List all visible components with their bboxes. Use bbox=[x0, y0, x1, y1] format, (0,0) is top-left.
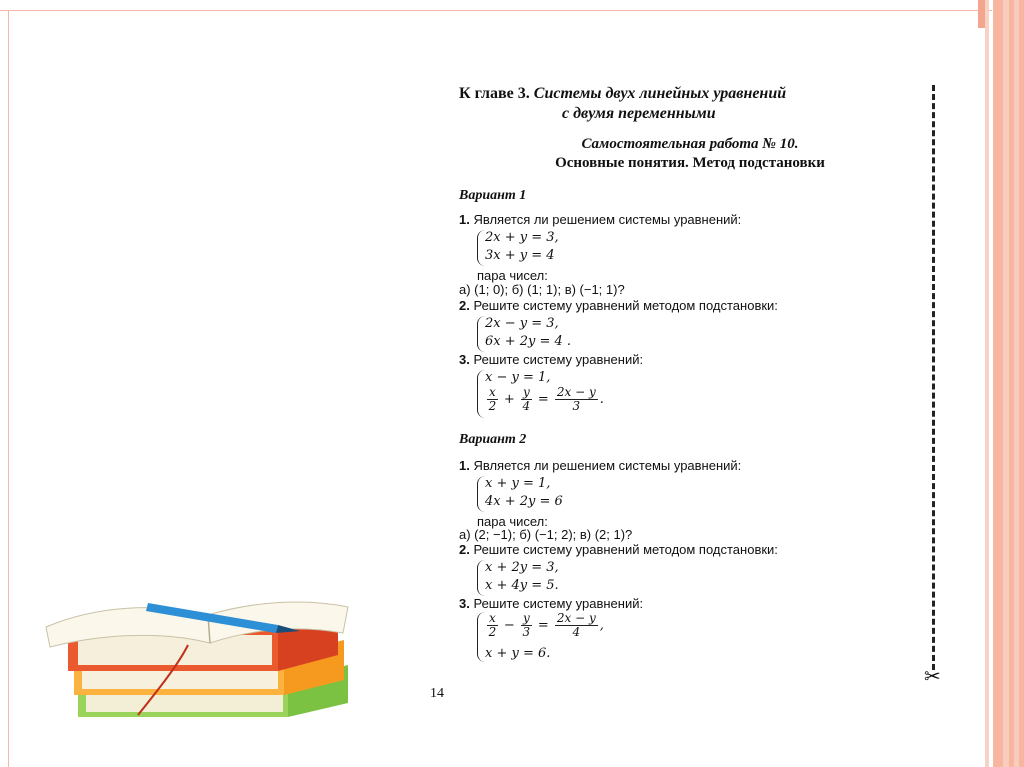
side-stripe bbox=[1003, 0, 1009, 767]
task-number: 3. bbox=[459, 596, 470, 611]
chapter-heading bbox=[459, 84, 909, 124]
equation: x + 2y = 3, bbox=[485, 560, 559, 575]
task-number: 3. bbox=[459, 352, 470, 367]
equation: x + y = 6. bbox=[485, 646, 551, 661]
equation: x + 4y = 5. bbox=[485, 578, 559, 593]
equation: 6x + 2y = 4 . bbox=[485, 334, 572, 349]
v2-task2 bbox=[459, 542, 778, 557]
v1-task1 bbox=[459, 212, 741, 227]
numerator: 2x − y bbox=[556, 611, 596, 625]
numerator: y bbox=[522, 385, 530, 399]
pairs-label: пара чисел: bbox=[477, 514, 548, 529]
answer-options: а) (1; 0); б) (1; 1); в) (−1; 1)? bbox=[459, 282, 625, 297]
numerator: y bbox=[522, 611, 530, 625]
scissors-icon: ✂ bbox=[924, 666, 941, 688]
page-number: 14 bbox=[430, 686, 444, 701]
task-number: 2. bbox=[459, 298, 470, 313]
denominator: 2 bbox=[488, 399, 497, 413]
v2-task1 bbox=[459, 458, 741, 473]
denominator: 3 bbox=[522, 625, 531, 639]
equation: 3x + y = 4 bbox=[485, 248, 555, 263]
side-stripe-accent bbox=[978, 0, 985, 28]
chapter-prefix: К главе 3. bbox=[459, 85, 530, 102]
chapter-title-line1: Системы двух линейных уравнений bbox=[533, 85, 787, 102]
chapter-title-line2: с двумя переменными bbox=[562, 105, 716, 122]
denominator: 3 bbox=[572, 399, 581, 413]
work-number: Самостоятельная работа № 10. bbox=[581, 136, 799, 152]
task-text: Решите систему уравнений методом подстановки: bbox=[473, 298, 778, 313]
task-number: 1. bbox=[459, 212, 470, 227]
equation: x − y = 1, bbox=[485, 370, 551, 385]
numerator: 2x − y bbox=[556, 385, 596, 399]
frame-top-line bbox=[0, 0, 992, 11]
fraction-equation: $\frac{x}{2}$ + $\frac{y}{4}$ = $\frac{2x - y}{3}$ . bbox=[488, 385, 604, 413]
equation: 4x + 2y = 6 bbox=[485, 494, 563, 509]
task-number: 1. bbox=[459, 458, 470, 473]
v1-task2 bbox=[459, 298, 778, 313]
cut-line bbox=[932, 85, 935, 670]
fraction bbox=[555, 386, 598, 413]
equation: 2x + y = 3, bbox=[485, 230, 559, 245]
fraction bbox=[521, 612, 532, 639]
fraction-equation: $\frac{x}{2}$ − $\frac{y}{3}$ = $\frac{2x - y}{4}$ , bbox=[488, 611, 604, 639]
task-text: Является ли решением системы уравнений: bbox=[473, 212, 742, 227]
worksheet-page bbox=[455, 80, 925, 720]
denominator: 4 bbox=[522, 399, 531, 413]
work-title bbox=[455, 135, 925, 173]
books-illustration bbox=[38, 585, 358, 725]
equation: x + y = 1, bbox=[485, 476, 551, 491]
fraction bbox=[487, 386, 498, 413]
fraction bbox=[487, 612, 498, 639]
denominator: 2 bbox=[488, 625, 497, 639]
side-stripe bbox=[985, 0, 989, 767]
v2-task3 bbox=[459, 596, 643, 611]
variant1-label: Вариант 1 bbox=[459, 188, 527, 203]
fraction bbox=[555, 612, 598, 639]
denominator: 4 bbox=[572, 625, 581, 639]
task-number: 2. bbox=[459, 542, 470, 557]
pairs-label: пара чисел: bbox=[477, 268, 548, 283]
numerator: x bbox=[489, 611, 496, 625]
task-text: Решите систему уравнений: bbox=[473, 596, 644, 611]
task-text: Является ли решением системы уравнений: bbox=[473, 458, 742, 473]
variant2-label: Вариант 2 bbox=[459, 432, 527, 447]
frame-left-line bbox=[8, 10, 9, 767]
v1-task3 bbox=[459, 352, 643, 367]
side-stripe bbox=[1014, 0, 1019, 767]
answer-options: а) (2; −1); б) (−1; 2); в) (2; 1)? bbox=[459, 527, 633, 542]
fraction bbox=[521, 386, 532, 413]
task-text: Решите систему уравнений методом подстановки: bbox=[473, 542, 778, 557]
task-text: Решите систему уравнений: bbox=[473, 352, 644, 367]
work-topic: Основные понятия. Метод подстановки bbox=[555, 155, 825, 171]
numerator: x bbox=[489, 385, 496, 399]
equation: 2x − y = 3, bbox=[485, 316, 559, 331]
